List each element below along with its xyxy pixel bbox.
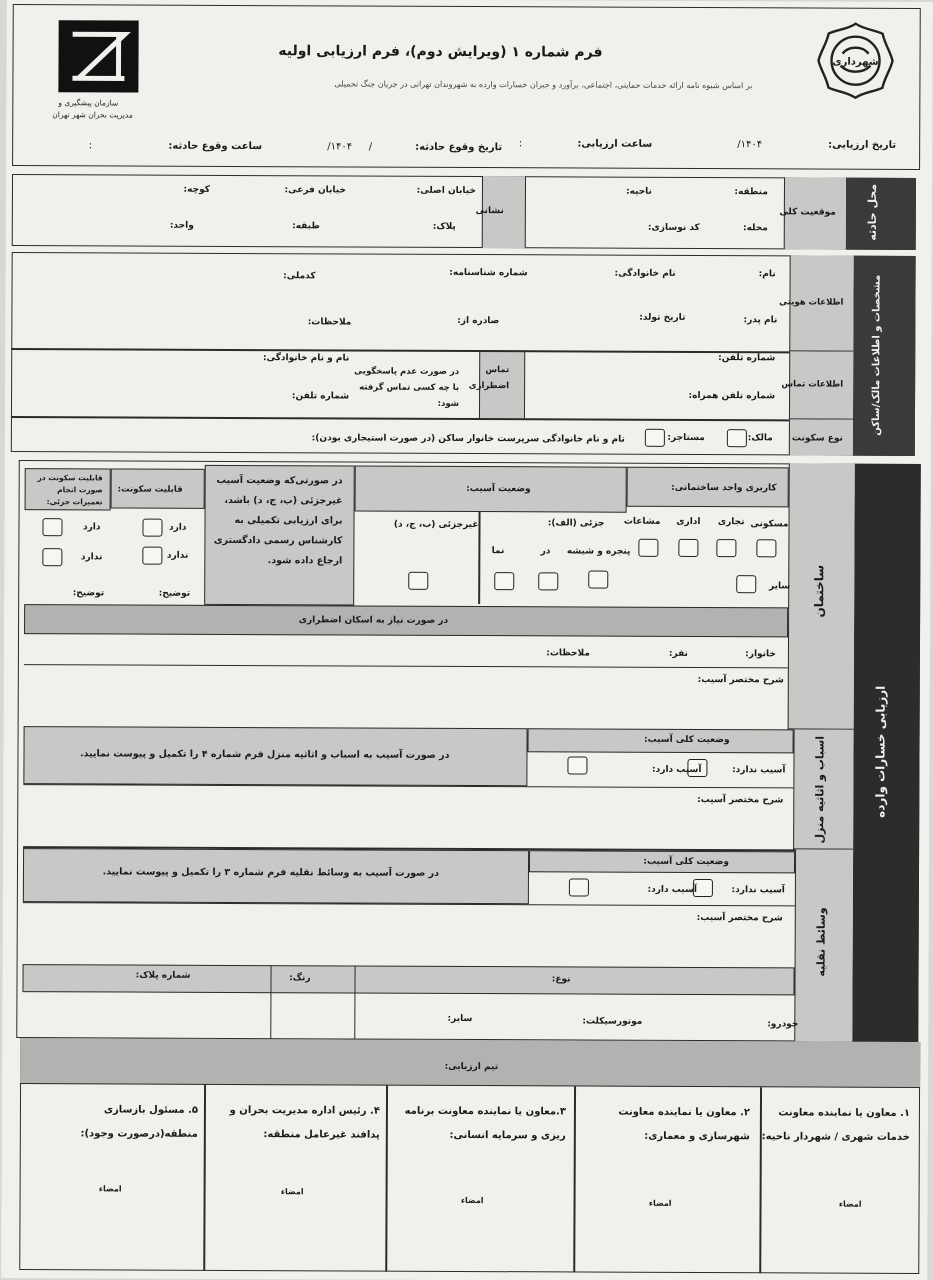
team-member-5: ۵. مسئول بازسازی منطقه(درصورت وجود):	[80, 1104, 198, 1140]
usage-checkbox-other[interactable]	[736, 575, 756, 593]
habit-partial-explain-label: توضیح:	[72, 588, 105, 599]
name-label: نام:	[758, 269, 776, 280]
team-sign-1[interactable]: امضاء	[838, 1199, 862, 1209]
usage-checkbox-commercial[interactable]	[716, 539, 736, 557]
habitability-title: قابلیت سکونت:	[117, 484, 183, 495]
assessment-date-value[interactable]: ۱۴۰۴/	[737, 139, 763, 151]
habit-has-checkbox[interactable]	[142, 519, 162, 537]
neighborhood-label: محله:	[742, 223, 768, 234]
region-label: منطقه:	[734, 187, 768, 198]
residence-label: نوع سکونت	[791, 433, 843, 444]
partial-opt-window: پنجره و شیشه	[566, 546, 631, 557]
usage-checkbox-residential[interactable]	[756, 539, 776, 557]
incident-sep: /	[368, 141, 373, 153]
partial-checkbox-door[interactable]	[538, 572, 558, 590]
incident-time-label: ساعت وقوع حادثه:	[168, 140, 263, 153]
org-name-line2: مدیریت بحران شهر تهران	[52, 110, 133, 120]
habit-explain-label: توضیح:	[158, 588, 191, 599]
location-side	[846, 178, 916, 250]
damage-status-title: وضعیت آسیب:	[466, 483, 531, 495]
furniture-summary-label: شرح مختصر آسیب:	[697, 795, 784, 806]
main-street-label: خیابان اصلی:	[416, 185, 476, 197]
location-side-label: محل حادثه	[865, 184, 879, 242]
team-sign-2[interactable]: امضاء	[648, 1198, 672, 1208]
family-label: نام خانوادگی:	[614, 268, 676, 279]
team-member-3: ۳.معاون یا نماینده معاونت برنامه ریزی و سرمایه انسانی:	[404, 1105, 566, 1142]
form-subtitle: بر اساس شیوه نامه ارائه خدمات حمایتی، اجتماعی، برآورد و جبران خسارات وارده به شهروندان تهرانی در جریان جنگ تحمیلی	[334, 79, 753, 91]
plaque-label: پلاک:	[432, 221, 456, 232]
vehicle-has-damage-checkbox[interactable]	[569, 878, 589, 896]
incident-date-label: تاریخ وقوع حادثه:	[415, 141, 503, 154]
owner-side	[853, 256, 916, 456]
contact-label: اطلاعات تماس	[781, 379, 844, 390]
team-member-4: ۴. رئیس اداره مدیریت بحران و پدافند غیرعامل منطقه:	[229, 1104, 380, 1141]
nonpartial-label: غیرجزئی (ب، ج، د)	[393, 519, 479, 531]
floor-label: طبقه:	[292, 221, 320, 232]
unit-label: واحد:	[169, 220, 194, 231]
habit-hasnt-checkbox[interactable]	[142, 547, 162, 565]
partial-checkbox-window[interactable]	[588, 571, 608, 589]
habitability-partial-title: قابلیت سکونت در صورت انجام تعمیرات جزئی:	[37, 473, 103, 507]
address-label: نشانی	[475, 206, 504, 217]
usage-opt-other: سایر	[768, 581, 791, 592]
team-member-1: ۱. معاون یا نماینده معاونت خدمات شهری / شهردار ناحیه:	[761, 1107, 910, 1143]
building-summary-label: شرح مختصر آسیب:	[697, 675, 784, 686]
team-sign-3[interactable]: امضاء	[460, 1195, 484, 1206]
national-code-label: کدملی:	[283, 271, 316, 282]
partial-opt-door: در	[540, 546, 551, 557]
vehicle-motorcycle-label: موتورسیکلت:	[582, 1016, 643, 1027]
household-label: خانوار:	[745, 649, 776, 660]
habit-has-label: دارد	[168, 522, 187, 533]
partial-checkbox-facade[interactable]	[494, 572, 514, 590]
side-street-label: خیابان فرعی:	[284, 185, 346, 196]
team-title: تیم ارزیابی:	[444, 1061, 499, 1073]
assessment-date-label: تاریخ ارزیابی:	[828, 139, 897, 151]
usage-opt-commercial: تجاری	[717, 517, 745, 528]
remarks-label: ملاحظات:	[546, 648, 590, 659]
usage-opt-common: مشاعات	[623, 516, 661, 527]
vehicle-note: در صورت آسیب به وسائط نقلیه فرم شماره ۳ را تکمیل و پیوست نمایید.	[102, 866, 440, 879]
form-title: فرم شماره ۱ (ویرایش دوم)، فرم ارزیابی اولیه	[278, 43, 603, 61]
identity-label: اطلاعات هویتی	[779, 297, 844, 308]
usage-opt-residential: مسکونی	[750, 519, 789, 530]
id-number-label: شماره شناسنامه:	[449, 267, 528, 279]
notes-label: ملاحظات:	[307, 317, 352, 328]
partial-opt-facade: نما	[491, 546, 505, 557]
renovation-code-label: کد نوسازی:	[647, 222, 700, 234]
emergency-name-label: نام و نام خانوادگی:	[262, 353, 350, 364]
org-logo	[58, 20, 138, 92]
habit-partial-hasnt-label: ندارد	[80, 552, 103, 563]
birth-date-label: تاریخ تولد:	[639, 312, 686, 323]
vehicle-car-label: خودرو:	[767, 1019, 799, 1030]
furniture-no-damage-label: آسیب ندارد:	[732, 765, 786, 776]
owner-section	[11, 252, 916, 456]
org-name-line1: سازمان پیشگیری و	[58, 98, 119, 108]
usage-checkbox-office[interactable]	[678, 539, 698, 557]
tenant-desc: نام و نام خانوادگی سرپرست خانوار ساکن (در صورت استیجاری بودن):	[311, 433, 625, 445]
mobile-label: شماره تلفن همراه:	[688, 390, 776, 402]
vehicle-summary-label: شرح مختصر آسیب:	[696, 913, 783, 924]
team-member-2: ۲. معاون یا نماینده معاونت شهرسازی و معماری:	[618, 1106, 750, 1143]
team-sign-5[interactable]: امضاء	[98, 1184, 122, 1194]
vehicle-status-title: وضعیت کلی آسیب:	[643, 856, 730, 868]
owner-option-label: مالک:	[747, 433, 773, 444]
emergency-phone-label: شماره تلفن:	[291, 391, 350, 402]
alley-label: کوچه:	[183, 184, 210, 195]
vehicle-has-damage-label: آسیب دارد:	[647, 884, 697, 896]
vehicle-label: وسائط نقلیه	[814, 906, 828, 977]
owner-checkbox[interactable]	[727, 429, 747, 447]
location-general-label: موقعیت کلی	[779, 207, 836, 218]
usage-opt-office: اداری	[676, 516, 701, 528]
partial-label: جزئی (الف):	[547, 518, 605, 529]
incident-date-value[interactable]: ۱۴۰۴/	[327, 141, 353, 153]
issued-from-label: صادره از:	[457, 315, 500, 327]
team-sign-4[interactable]: امضاء	[280, 1187, 304, 1197]
habit-hasnt-label: ندارد	[166, 550, 189, 561]
assessment-time-value[interactable]: :	[518, 138, 523, 150]
building-label: ساختمان	[812, 565, 827, 618]
furniture-has-damage-label: آسیب دارد:	[652, 764, 702, 776]
expert-note: در صورتی‌که وضعیت آسیب غیرجزئی (ب، ج، د) باشد، برای ارزیابی تکمیلی به کارشناس رسمی دادگستری ارجاع داده شود.	[213, 474, 343, 567]
vehicle-color-label: رنگ:	[289, 973, 311, 984]
persons-label: نفر:	[668, 648, 688, 659]
furniture-label: اسباب و اثاثیه منزل	[813, 735, 827, 844]
vehicle-no-damage-label: آسیب ندارد:	[731, 885, 785, 896]
tenant-checkbox[interactable]	[645, 429, 665, 447]
incident-time-value[interactable]: :	[88, 140, 93, 152]
usage-title: کاربری واحد ساختمانی:	[671, 482, 777, 494]
damage-side-label: ارزیابی خسارات وارده	[873, 685, 888, 818]
assessment-time-label: ساعت ارزیابی:	[577, 138, 653, 150]
emergency-housing-label: در صورت نیاز به اسکان اضطراری	[298, 615, 449, 626]
furniture-note: در صورت آسیب به اسباب و اثاثیه منزل فرم شماره ۴ را تکمیل و پیوست نمایید.	[79, 748, 450, 761]
father-label: نام پدر:	[743, 315, 778, 326]
svg-text:شهرداری: شهرداری	[832, 56, 879, 68]
habit-partial-has-label: دارد	[82, 522, 101, 533]
furniture-status-title: وضعیت کلی آسیب:	[643, 734, 730, 746]
emergency-desc: در صورت عدم پاسخگویی با چه کسی تماس گرفته شود:	[354, 366, 460, 410]
habit-partial-hasnt-checkbox[interactable]	[42, 548, 62, 566]
vehicle-plate-label: شماره پلاک:	[135, 970, 191, 981]
vehicle-type-label: نوع:	[551, 974, 571, 985]
furniture-has-damage-checkbox[interactable]	[567, 756, 587, 774]
owner-side-label: مشخصات و اطلاعات مالک/ساکن	[870, 275, 883, 437]
habit-partial-has-checkbox[interactable]	[42, 518, 62, 536]
vehicle-other-label: سایر:	[447, 1013, 473, 1025]
district-label: ناحیه:	[625, 186, 652, 197]
nonpartial-checkbox[interactable]	[408, 572, 428, 590]
tenant-option-label: مستاجر:	[667, 432, 705, 444]
tehran-municipality-emblem	[812, 18, 898, 104]
emergency-label: تماس اضطراری	[468, 365, 510, 392]
phone-label: شماره تلفن:	[718, 353, 776, 364]
usage-checkbox-common[interactable]	[638, 539, 658, 557]
form-paper	[1, 0, 933, 1280]
